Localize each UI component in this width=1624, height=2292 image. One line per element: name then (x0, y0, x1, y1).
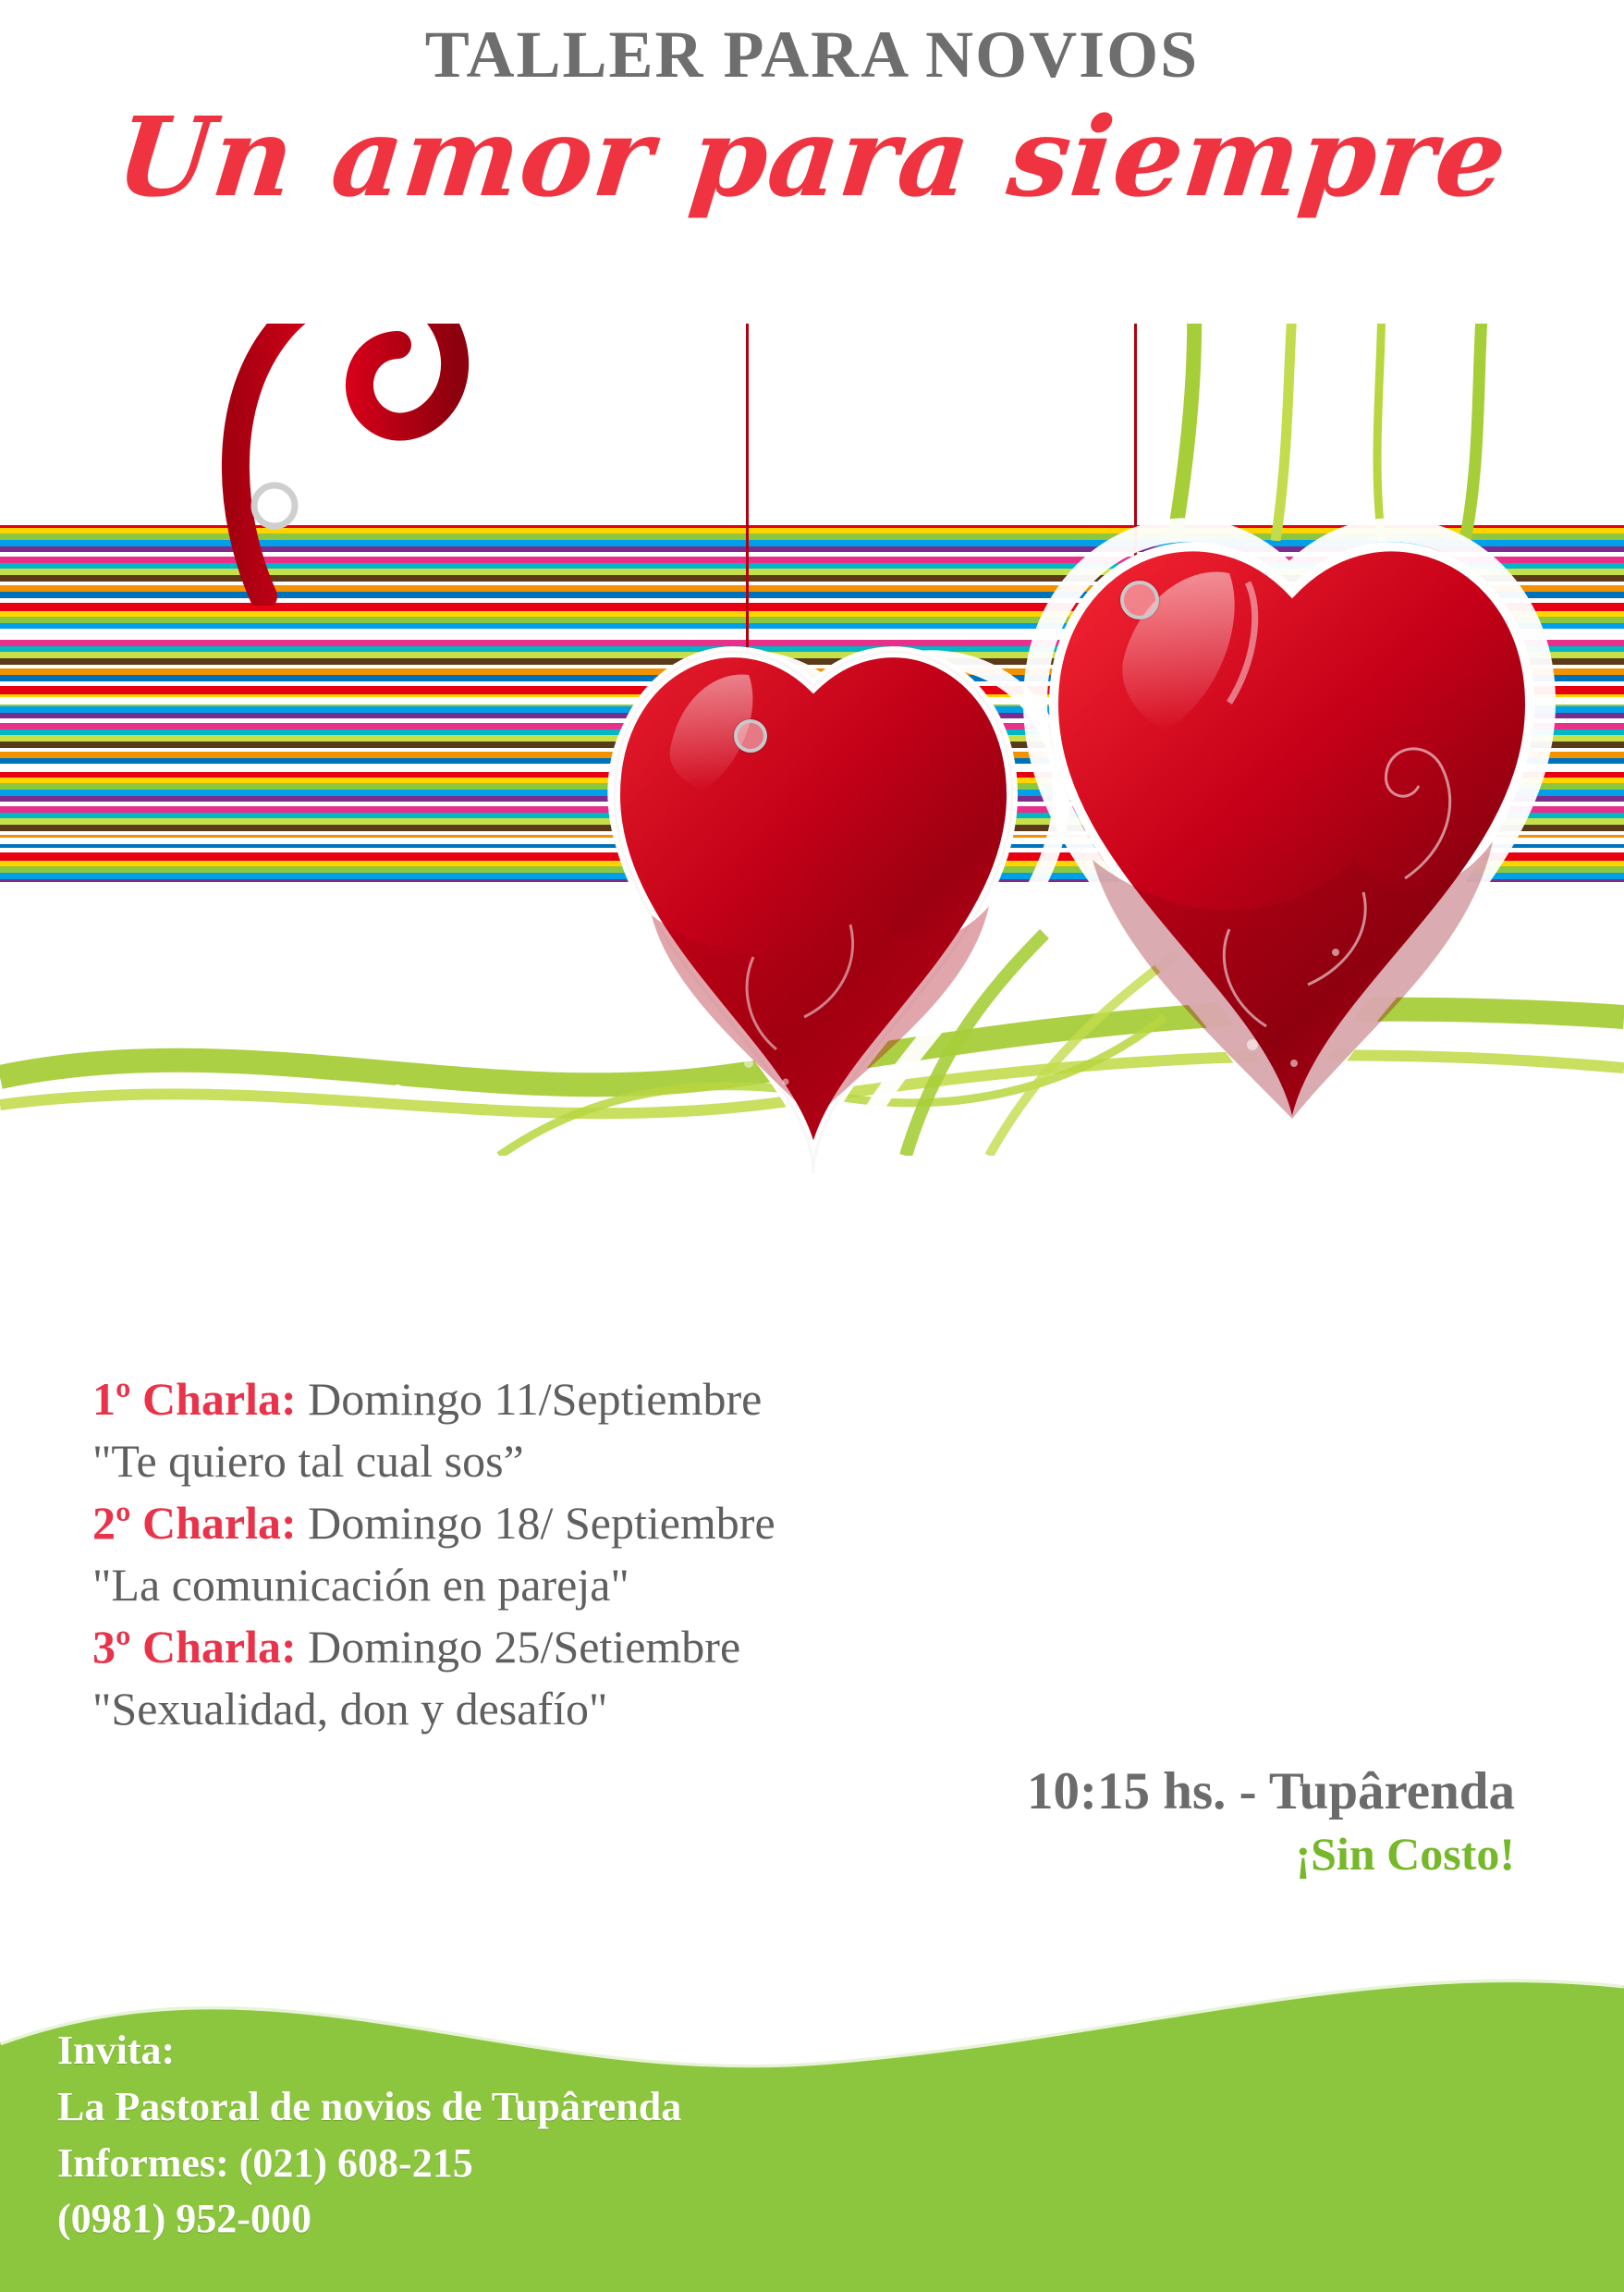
heart-ring-small (734, 719, 767, 753)
heart-ring-large (1120, 581, 1159, 619)
program-label-3: 3º Charla: (92, 1621, 297, 1673)
program-date-3: Domingo 25/Setiembre (308, 1621, 741, 1673)
program-item-2 (92, 1492, 1202, 1554)
hearts-graphic (471, 472, 1581, 1193)
page-kicker: TALLER PARA NOVIOS (424, 18, 1200, 92)
artwork-band (0, 324, 1624, 1341)
event-time-place: 10:15 hs. - Tupârenda (1027, 1762, 1515, 1820)
double-heart-icon (471, 472, 1581, 1193)
program-item-3 (92, 1616, 1202, 1678)
program-list (92, 1368, 1202, 1740)
page-title: Un amor para siempre (110, 92, 1514, 221)
footer-contact (57, 2023, 681, 2248)
program-label-2: 2º Charla: (92, 1497, 297, 1549)
event-cost: ¡Sin Costo! (1295, 1827, 1515, 1880)
footer-phone-1: Informes: (021) 608-215 (57, 2139, 473, 2186)
program-date-1: Domingo 11/Septiembre (308, 1373, 763, 1425)
footer-invite-label: Invita: (57, 2028, 176, 2074)
program-topic-2: "La comunicación en pareja" (92, 1559, 629, 1611)
event-details (1027, 1761, 1515, 1881)
program-label-1: 1º Charla: (92, 1373, 297, 1425)
program-item-1 (92, 1368, 1202, 1430)
footer-phone-2: (0981) 952-000 (57, 2196, 311, 2242)
program-topic-3: "Sexualidad, don y desafío" (92, 1683, 608, 1734)
program-topic-1: "Te quiero tal cual sos” (92, 1435, 524, 1487)
program-date-2: Domingo 18/ Septiembre (308, 1497, 775, 1549)
footer-organizer: La Pastoral de novios de Tupârenda (57, 2083, 682, 2129)
